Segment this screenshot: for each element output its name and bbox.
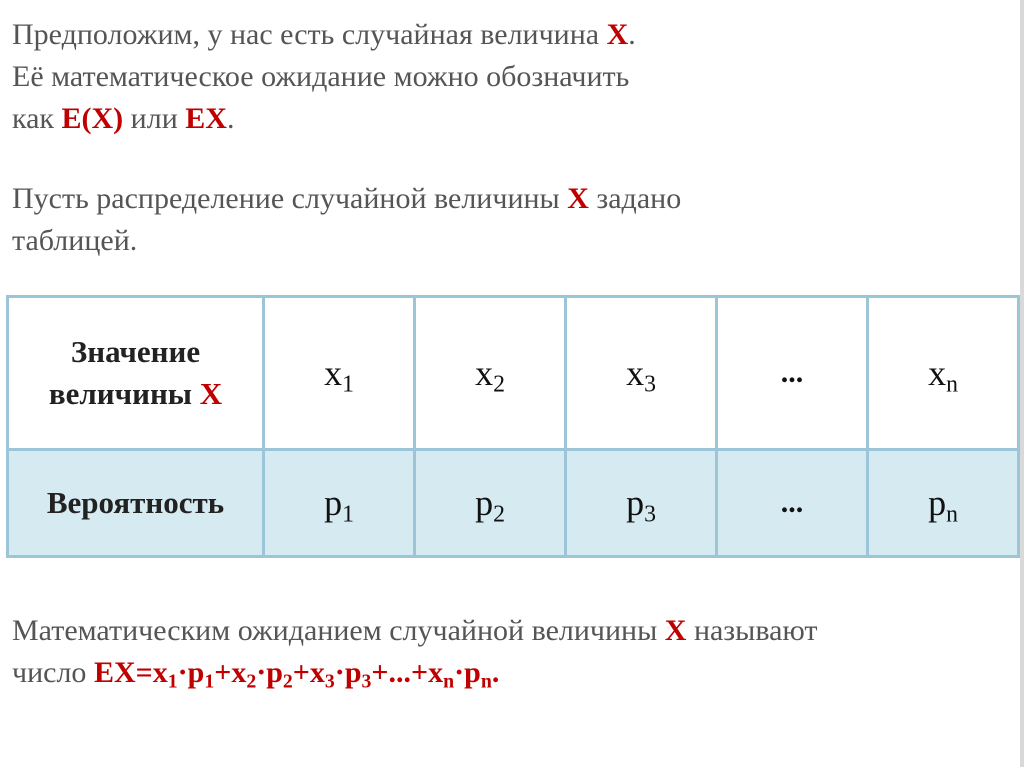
row-header-values: Значение величины X [8,297,264,450]
definition-paragraph [12,610,818,694]
definition-line-1: Математическим ожиданием случайной величины X называют [12,614,818,647]
table-row-probabilities [8,450,1019,557]
value-cell: $x_2$ [415,297,566,450]
variable-x: X [606,18,629,51]
probability-cell: $p_2$ [415,450,566,557]
probability-cell-ellipsis: ... [717,450,868,557]
slide-edge [1020,0,1024,767]
expectation-formula: $EX=x_1\cdot p_1+x_2\cdot p_2+x_3\cdot p_3+...+x_n\cdot p_n$. [93,656,500,693]
intro-line-2: Её математическое ожидание можно обозначить [12,60,630,93]
value-cell: $x_n$ [868,297,1019,450]
notation-ex: EX [185,102,227,135]
value-cell: $x_3$ [566,297,717,450]
row-header-probability: Вероятность [8,450,264,557]
intro-line-1: Предположим, у нас есть случайная величина X. [12,18,636,51]
intro-line-3: как E(X) или EX. [12,102,235,135]
value-cell-ellipsis: ... [717,297,868,450]
variable-x: X [664,614,687,647]
probability-cell: $p_n$ [868,450,1019,557]
table-row-values [8,297,1019,450]
definition-line-2: число $EX=x_1\cdot p_1+x_2\cdot p_2+x_3\cdot p_3+...+x_n\cdot p_n$. [12,656,500,693]
probability-cell: $p_1$ [264,450,415,557]
intro-paragraph [12,14,636,140]
variable-x: X [567,182,589,215]
distribution-table [6,295,1020,558]
variable-x: X [199,376,223,411]
distribution-paragraph [12,178,681,262]
probability-cell: $p_3$ [566,450,717,557]
distribution-line-1: Пусть распределение случайной величины X задано [12,182,682,215]
distribution-line-2: таблицей. [12,224,138,257]
value-cell: $x_1$ [264,297,415,450]
notation-ex-parens: E(X) [61,102,124,135]
